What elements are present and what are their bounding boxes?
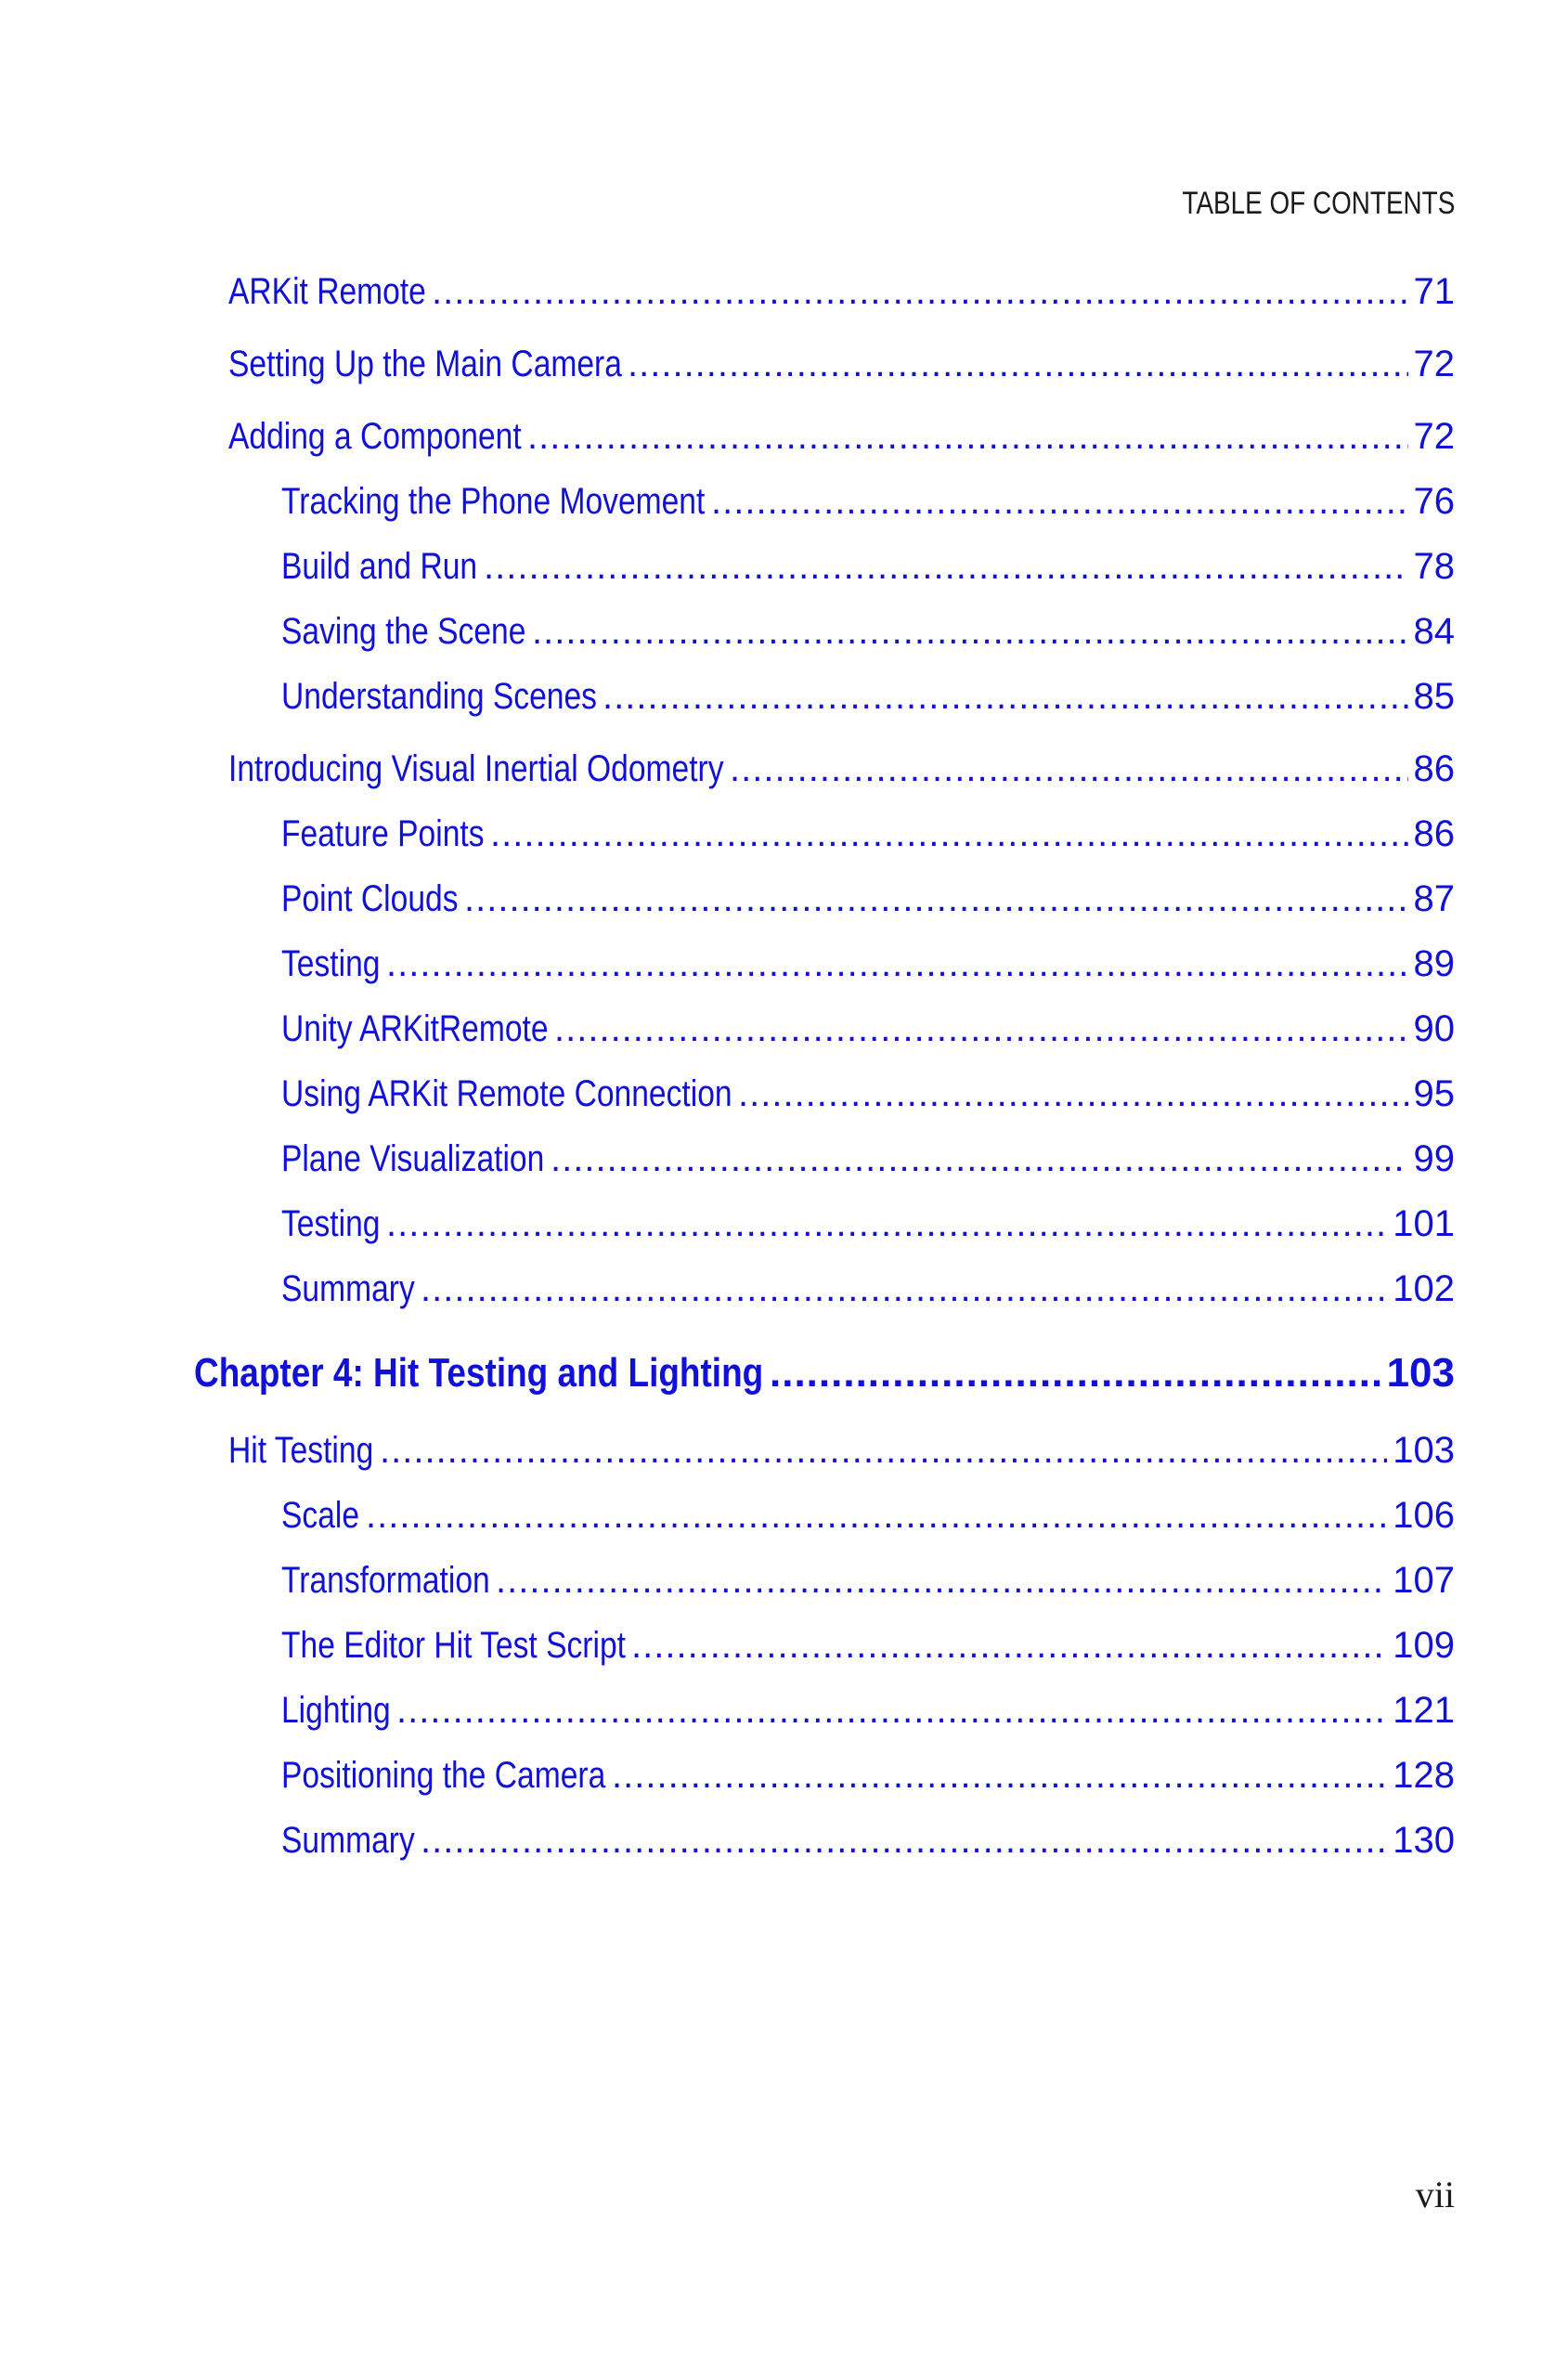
toc-entry-tracking-phone-movement[interactable] bbox=[281, 481, 1455, 523]
page-number: vii bbox=[1415, 2174, 1455, 2215]
dot-leader bbox=[386, 1203, 1387, 1245]
dot-leader bbox=[612, 1755, 1387, 1797]
toc-entry-title: Transformation bbox=[281, 1560, 490, 1601]
toc-entry-title: Summary bbox=[281, 1820, 415, 1861]
toc-entry-scale[interactable] bbox=[281, 1495, 1455, 1537]
toc-entry-page: 72 bbox=[1413, 344, 1455, 384]
toc-entry-hit-testing[interactable] bbox=[228, 1430, 1455, 1472]
toc-entry-page: 95 bbox=[1413, 1073, 1455, 1114]
dot-leader bbox=[496, 1560, 1387, 1602]
toc-entry-title: Build and Run bbox=[281, 546, 478, 587]
dot-leader bbox=[421, 1268, 1387, 1310]
toc-entry-page: 99 bbox=[1413, 1138, 1455, 1179]
toc-entry-title: ARKit Remote bbox=[228, 271, 426, 312]
toc-entry-page: 109 bbox=[1393, 1625, 1455, 1666]
toc-chapter-title: Chapter 4: Hit Testing and Lighting bbox=[194, 1350, 764, 1396]
toc-entry-page: 71 bbox=[1413, 271, 1455, 312]
toc-entry-title: Hit Testing bbox=[228, 1430, 374, 1471]
dot-leader bbox=[711, 481, 1408, 523]
toc-entry-page: 89 bbox=[1413, 943, 1455, 984]
dot-leader bbox=[551, 1138, 1408, 1180]
toc-entry-title: Tracking the Phone Movement bbox=[281, 481, 706, 522]
toc-entry-title: Point Clouds bbox=[281, 878, 459, 919]
toc-entry-page: 84 bbox=[1413, 611, 1455, 652]
toc-entry-page: 76 bbox=[1413, 481, 1455, 522]
toc-entry-summary-2[interactable] bbox=[281, 1820, 1455, 1862]
toc-entry-title: Plane Visualization bbox=[281, 1138, 545, 1179]
toc-entry-editor-hit-test-script[interactable] bbox=[281, 1625, 1455, 1667]
toc-chapter-page: 103 bbox=[1386, 1350, 1455, 1396]
toc-entry-testing-2[interactable] bbox=[281, 1203, 1455, 1245]
toc-entry-adding-component[interactable] bbox=[228, 416, 1455, 458]
toc-entry-lighting[interactable] bbox=[281, 1690, 1455, 1732]
toc-entry-setting-up-main-camera[interactable] bbox=[228, 344, 1455, 385]
dot-leader bbox=[432, 271, 1408, 313]
toc-entry-plane-visualization[interactable] bbox=[281, 1138, 1455, 1180]
toc-entry-title: Unity ARKitRemote bbox=[281, 1008, 549, 1049]
running-header: TABLE OF CONTENTS bbox=[1182, 186, 1455, 221]
toc-entry-page: 121 bbox=[1393, 1690, 1455, 1731]
toc-entry-title: Testing bbox=[281, 1203, 381, 1244]
toc-entry-page: 106 bbox=[1393, 1495, 1455, 1536]
dot-leader bbox=[738, 1073, 1408, 1115]
toc-entry-page: 101 bbox=[1393, 1203, 1455, 1244]
toc-entry-page: 86 bbox=[1413, 813, 1455, 854]
toc-entry-page: 86 bbox=[1413, 748, 1455, 789]
toc-entry-page: 128 bbox=[1393, 1755, 1455, 1796]
dot-leader bbox=[527, 416, 1408, 458]
toc-entry-visual-inertial-odometry[interactable] bbox=[228, 748, 1455, 790]
toc-entry-page: 78 bbox=[1413, 546, 1455, 587]
toc-entry-title: Adding a Component bbox=[228, 416, 522, 457]
toc-entry-point-clouds[interactable] bbox=[281, 878, 1455, 920]
toc-entry-page: 130 bbox=[1393, 1820, 1455, 1861]
toc-entry-title: Testing bbox=[281, 943, 381, 984]
toc-entry-unity-arkitremote[interactable] bbox=[281, 1008, 1455, 1050]
toc-entry-title: Lighting bbox=[281, 1690, 391, 1731]
toc-entry-title: Positioning the Camera bbox=[281, 1755, 606, 1796]
toc-entry-positioning-camera[interactable] bbox=[281, 1755, 1455, 1797]
toc-entry-arkit-remote[interactable] bbox=[228, 271, 1455, 313]
toc-entry-title: Feature Points bbox=[281, 813, 485, 854]
toc-entry-page: 87 bbox=[1413, 878, 1455, 919]
toc-entry-title: The Editor Hit Test Script bbox=[281, 1625, 626, 1666]
dot-leader bbox=[490, 813, 1408, 855]
toc-entry-saving-scene[interactable] bbox=[281, 611, 1455, 653]
toc-entry-title: Summary bbox=[281, 1268, 415, 1309]
dot-leader bbox=[554, 1008, 1408, 1050]
toc-entry-title: Introducing Visual Inertial Odometry bbox=[228, 748, 724, 789]
toc-entry-title: Understanding Scenes bbox=[281, 676, 597, 717]
toc-entry-title: Using ARKit Remote Connection bbox=[281, 1073, 732, 1114]
toc-entry-title: Setting Up the Main Camera bbox=[228, 344, 622, 384]
dot-leader bbox=[628, 344, 1408, 385]
toc-entry-title: Saving the Scene bbox=[281, 611, 526, 652]
dot-leader bbox=[484, 546, 1408, 588]
toc-entry-testing[interactable] bbox=[281, 943, 1455, 985]
toc-entry-title: Scale bbox=[281, 1495, 360, 1536]
dot-leader bbox=[631, 1625, 1387, 1667]
toc-entry-page: 102 bbox=[1393, 1268, 1455, 1309]
dot-leader bbox=[421, 1820, 1387, 1862]
toc-entry-page: 90 bbox=[1413, 1008, 1455, 1049]
toc-entry-page: 85 bbox=[1413, 676, 1455, 717]
dot-leader bbox=[603, 676, 1408, 718]
dot-leader bbox=[464, 878, 1408, 920]
toc-entry-understanding-scenes[interactable] bbox=[281, 676, 1455, 718]
dot-leader bbox=[730, 748, 1408, 790]
toc-entry-page: 107 bbox=[1393, 1560, 1455, 1601]
toc-entry-arkit-remote-connection[interactable] bbox=[281, 1073, 1455, 1115]
dot-leader bbox=[380, 1430, 1387, 1472]
dot-leader bbox=[386, 943, 1408, 985]
toc-entry-page: 103 bbox=[1393, 1430, 1455, 1471]
toc-entry-feature-points[interactable] bbox=[281, 813, 1455, 855]
toc-chapter-4[interactable] bbox=[194, 1350, 1455, 1396]
dot-leader bbox=[770, 1350, 1381, 1396]
toc-entry-build-and-run[interactable] bbox=[281, 546, 1455, 588]
dot-leader bbox=[366, 1495, 1387, 1537]
toc-entry-transformation[interactable] bbox=[281, 1560, 1455, 1602]
dot-leader bbox=[532, 611, 1408, 653]
toc-entry-summary[interactable] bbox=[281, 1268, 1455, 1310]
toc-entry-page: 72 bbox=[1413, 416, 1455, 457]
dot-leader bbox=[396, 1690, 1387, 1732]
